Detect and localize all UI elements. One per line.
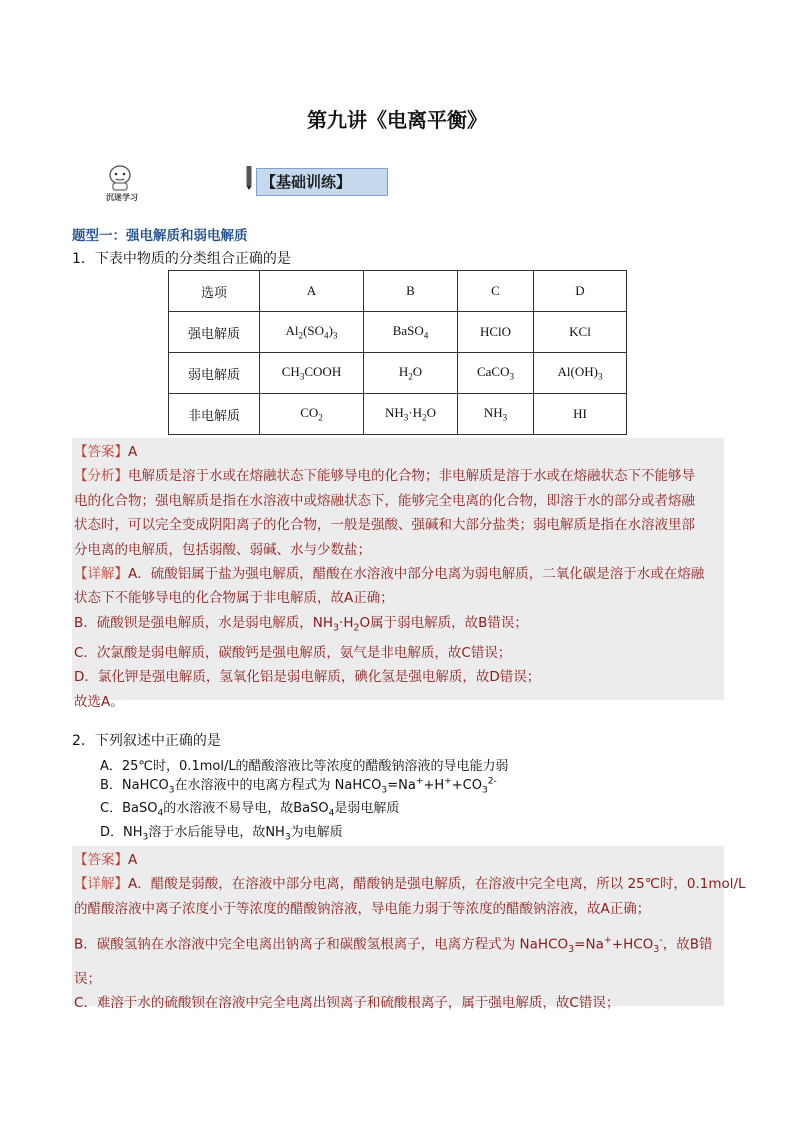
detail-line: C．次氯酸是弱电解质，碳酸钙是强电解质，氨气是非电解质，故C错误；: [74, 644, 512, 661]
classification-table: [168, 270, 627, 435]
table-header-row: [169, 271, 627, 312]
analysis-line: 分电离的电解质，包括弱酸、弱碱、水与少数盐；: [74, 541, 371, 558]
table-row: [169, 353, 627, 394]
question-2-option-d: D．$NH_3$溶于水后能导电，故$NH_3$为电解质: [100, 825, 343, 843]
answer-tag: 【答案】: [74, 852, 128, 868]
analysis-text: 电解质是溶于水或在熔融状态下能够导电的化合物；非电解质是溶于水或在熔融状态下不能够导: [128, 468, 695, 485]
question-2-option-a: A．25℃时，0.1mol/L的醋酸溶液比等浓度的醋酸钠溶液的导电能力弱: [100, 759, 509, 774]
question-2-stem: 2．下列叙述中正确的是: [72, 733, 221, 749]
pencil-icon: [246, 166, 252, 190]
question-2-option-b: B．NaHCO$_3$在水溶液中的电离方程式为 $NaHCO_3=Na^++H^++CO_3^{2-}$: [100, 776, 497, 796]
table-header-cell: B: [364, 271, 458, 312]
table-row-label: 弱电解质: [169, 353, 260, 394]
question-1-solution: [72, 438, 724, 710]
table-cell: $NH_3\cdot H_2O$: [364, 394, 458, 435]
detail-line: [74, 872, 746, 896]
table-cell: $CO_2$: [260, 394, 364, 435]
table-cell: HI: [534, 394, 627, 435]
analysis-tag: 【分析】: [74, 468, 128, 485]
section-badge: [100, 162, 352, 202]
detail-tag: 【详解】: [74, 876, 128, 893]
detail-tag: 【详解】: [74, 566, 128, 583]
question-1-stem: 1．下表中物质的分类组合正确的是: [72, 251, 291, 267]
table-cell: $NH_3$: [458, 394, 534, 435]
detail-line: 状态下不能够导电的化合物属于非电解质，故A正确；: [74, 590, 394, 607]
detail-text: A．醋酸是弱酸，在溶液中部分电离，醋酸钠是强电解质，在溶液中完全电离，所以 25℃时，0.1mol/L: [128, 876, 746, 893]
detail-line: 的醋酸溶液中离子浓度小于等浓度的醋酸钠溶液，导电能力弱于等浓度的醋酸钠溶液，故A正确；: [74, 900, 651, 917]
table-cell: CaCO$_3$: [458, 353, 534, 394]
answer-value: A: [128, 852, 138, 868]
analysis-line: [74, 464, 722, 488]
detail-line: [74, 562, 722, 586]
answer-line: [74, 440, 722, 464]
table-header-cell: C: [458, 271, 534, 312]
detail-line: 误；: [74, 970, 101, 987]
detail-line: B．硫酸钡是强电解质，水是弱电解质，$NH_3\cdot H_2O$属于弱电解质，故B错误；: [74, 614, 528, 634]
answer-tag: 【答案】: [74, 444, 128, 460]
section-badge-label: 【基础训练】: [256, 168, 388, 196]
detail-text: A．硫酸铝属于盐为强电解质，醋酸在水溶液中部分电离为弱电解质，二氧化碳是溶于水或在熔融: [128, 566, 705, 583]
detail-line: D．氯化钾是强电解质，氢氧化铝是弱电解质，碘化氢是强电解质，故D错误；: [74, 669, 541, 686]
table-header-cell: A: [260, 271, 364, 312]
table-row: [169, 312, 627, 353]
question-2-solution: [72, 846, 746, 1012]
table-cell: KCl: [534, 312, 627, 353]
detail-line: 故选A。: [74, 693, 124, 710]
table-cell: BaSO$_4$: [364, 312, 458, 353]
analysis-line: 状态时，可以完全变成阴阳离子的化合物，一般是强酸、强碱和大部分盐类；弱电解质是指在水溶液里部: [74, 517, 695, 534]
table-header-cell: D: [534, 271, 627, 312]
detail-line: C．难溶于水的硫酸钡在溶液中完全电离出钡离子和硫酸根离子，属于强电解质，故C错误；: [74, 995, 620, 1012]
detail-line: B．碳酸氢钠在水溶液中完全电离出钠离子和碳酸氢根离子，电离方程式为 $NaHCO_3=Na^++HCO_3^-$，故B错: [74, 935, 713, 956]
section-heading: 题型一：强电解质和弱电解质: [72, 228, 248, 244]
page-title: 第九讲《电离平衡》: [307, 108, 487, 132]
analysis-line: 电的化合物；强电解质是指在水溶液中或熔融状态下，能够完全电离的化合物，即溶于水的部分或者熔融: [74, 492, 695, 509]
mascot-caption: 沉迷学习: [106, 193, 138, 202]
table-cell: $CH_3COOH$: [260, 353, 364, 394]
table-header-cell: 选项: [169, 271, 260, 312]
table-cell: $Al(OH)_3$: [534, 353, 627, 394]
table-row-label: 非电解质: [169, 394, 260, 435]
table-cell: $H_2O$: [364, 353, 458, 394]
table-cell: $Al_2(SO_4)_3$: [260, 312, 364, 353]
table-cell: HClO: [458, 312, 534, 353]
table-row: [169, 394, 627, 435]
table-row-label: 强电解质: [169, 312, 260, 353]
question-2-option-c: C．BaSO$_4$的水溶液不易导电，故BaSO$_4$是弱电解质: [100, 801, 400, 819]
answer-line: [74, 848, 722, 872]
answer-value: A: [128, 444, 138, 460]
